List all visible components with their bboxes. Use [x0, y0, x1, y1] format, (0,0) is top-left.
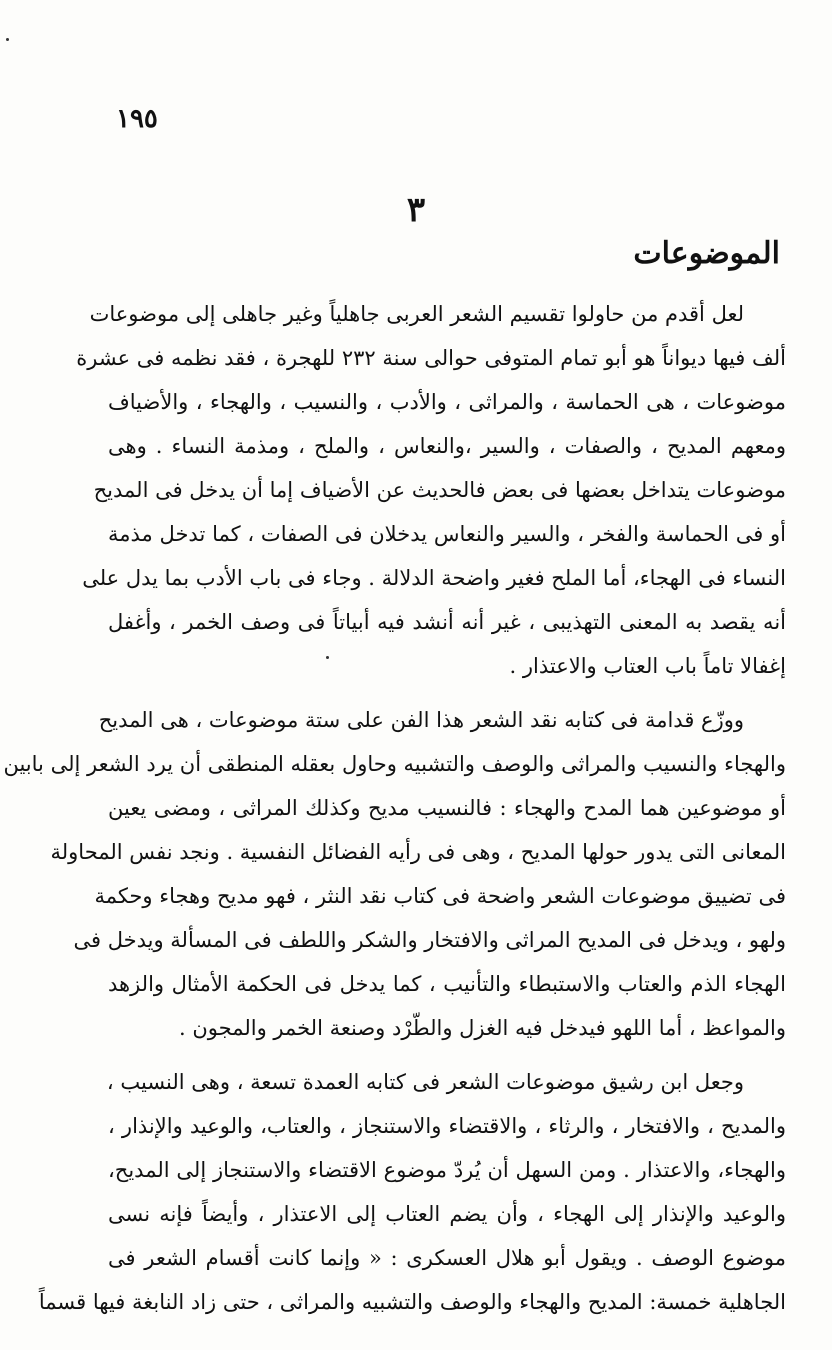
paragraph-2	[3, 698, 786, 1050]
paragraph-1	[76, 292, 786, 688]
section-title: الموضوعات	[633, 236, 780, 271]
text-line: أنه يقصد به المعنى التهذيبى ، غير أنه أنشد فيه أبياتاً فى وصف الخمر ، وأغفل	[108, 610, 786, 634]
body-text	[3, 292, 786, 1334]
text-line: والمديح ، والافتخار ، والرثاء ، والاقتضاء والاستنجاز ، والعتاب، والوعيد والإنذار ،	[108, 1114, 786, 1138]
page-number: ١٩٥	[116, 104, 158, 134]
text-line: والمواعظ ، أما اللهو فيدخل فيه الغزل والطّرْد وصنعة الخمر والمجون .	[179, 1016, 786, 1040]
paragraph-3	[38, 1060, 786, 1324]
text-line: لعل أقدم من حاولوا تقسيم الشعر العربى جاهلياً وغير جاهلى إلى موضوعات	[89, 302, 744, 326]
text-line: موضوعات يتداخل بعضها فى بعض فالحديث عن الأضياف إما أن يدخل فى المديح	[93, 478, 786, 502]
text-line: المعانى التى يدور حولها المديح ، وهى فى رأيه الفضائل النفسية . ونجد نفس المحاولة	[50, 840, 786, 864]
text-line: والوعيد والإنذار إلى الهجاء ، وأن يضم العتاب إلى الاعتذار ، وأيضاً فإنه نسى	[108, 1202, 786, 1226]
text-line: أو فى الحماسة والفخر ، والسير والنعاس يدخلان فى الصفات ، كما تدخل مذمة	[108, 522, 786, 546]
scan-speck	[326, 656, 329, 659]
text-line: ولهو ، ويدخل فى المديح المراثى والافتخار والشكر واللطف فى المسألة ويدخل فى	[73, 928, 786, 952]
text-line: وجعل ابن رشيق موضوعات الشعر فى كتابه العمدة تسعة ، وهى النسيب ،	[106, 1070, 744, 1094]
text-line: والهجاء، والاعتذار . ومن السهل أن يُردّ موضوع الاقتضاء والاستنجاز إلى المديح،	[108, 1158, 786, 1182]
text-line: موضوع الوصف . ويقول أبو هلال العسكرى : « وإنما كانت أقسام الشعر فى	[108, 1246, 786, 1270]
text-line: الهجاء الذم والعتاب والاستبطاء والتأنيب ، كما يدخل فى الحكمة الأمثال والزهد	[108, 972, 786, 996]
text-line: أو موضوعين هما المدح والهجاء : فالنسيب مديح وكذلك المراثى ، ومضى يعين	[108, 796, 786, 820]
chapter-number: ٣	[406, 190, 426, 230]
text-line: موضوعات ، هى الحماسة ، والمراثى ، والأدب ، والنسيب ، والهجاء ، والأضياف	[108, 390, 786, 414]
text-line: فى تضييق موضوعات الشعر واضحة فى كتاب نقد النثر ، فهو مديح وهجاء وحكمة	[94, 884, 786, 908]
scan-speck	[6, 38, 9, 41]
text-line: والهجاء والنسيب والمراثى والوصف والتشبيه وحاول بعقله المنطقى أن يرد الشعر إلى بابين	[3, 752, 786, 776]
text-line: إغفالا تاماً باب العتاب والاعتذار .	[509, 654, 786, 678]
text-line: ووزّع قدامة فى كتابه نقد الشعر هذا الفن على ستة موضوعات ، هى المديح	[98, 708, 744, 732]
text-line: الجاهلية خمسة: المديح والهجاء والوصف والتشبيه والمراثى ، حتى زاد النابغة فيها قسماً	[38, 1290, 786, 1314]
text-line: ومعهم المديح ، والصفات ، والسير ،والنعاس ، والملح ، ومذمة النساء . وهى	[108, 434, 786, 458]
text-line: ألف فيها ديواناً هو أبو تمام المتوفى حوالى سنة ٢٣٢ للهجرة ، فقد نظمه فى عشرة	[76, 346, 786, 370]
text-line: النساء فى الهجاء، أما الملح فغير واضحة الدلالة . وجاء فى باب الأدب بما يدل على	[82, 566, 786, 590]
